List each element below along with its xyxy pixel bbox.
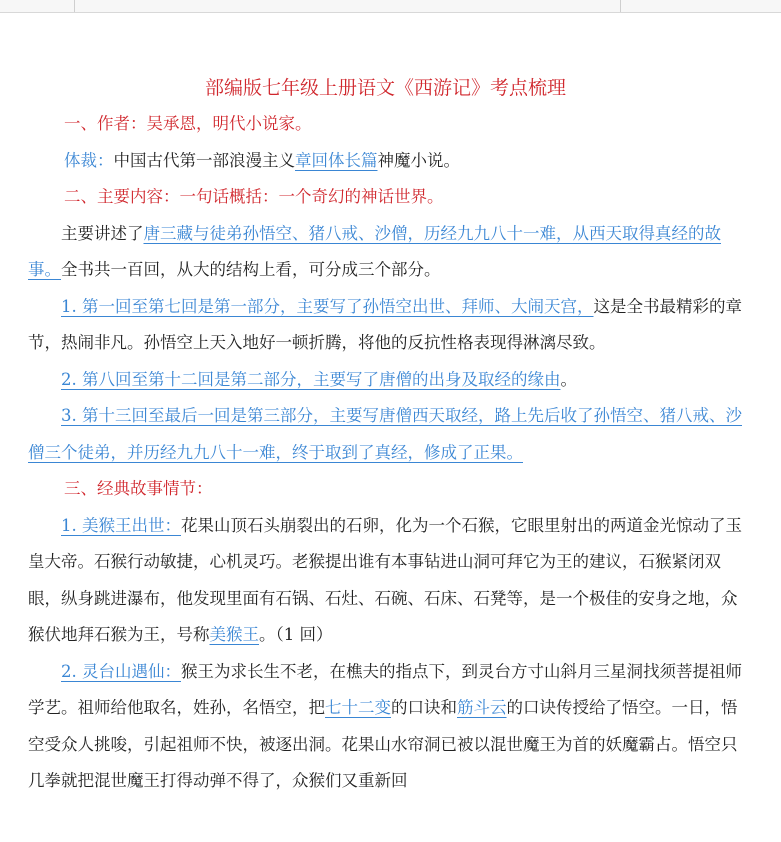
story1-title-link[interactable]: 1. 美猴王出世： <box>61 515 181 535</box>
ruler-tick <box>620 0 621 12</box>
ruler-tick <box>74 0 75 12</box>
story1-name-link[interactable]: 美猴王 <box>209 625 259 644</box>
story2-link-72[interactable]: 七十二变 <box>325 698 391 717</box>
part2-text: 。 <box>560 369 577 389</box>
part1-paragraph <box>28 289 743 362</box>
part2-link[interactable]: 2. 第八回至第十二回是第二部分，主要写了唐僧的出身及取经的缘由 <box>61 369 561 389</box>
genre-link[interactable]: 章回体长篇 <box>295 150 378 170</box>
part1-link[interactable]: 1. 第一回至第七回是第一部分，主要写了孙悟空出世、拜师、大闹天宫， <box>61 296 594 316</box>
summary-post: 全书共一百回，从大的结构上看，可分成三个部分。 <box>61 260 441 279</box>
genre-label: 体裁： <box>64 150 114 170</box>
part3-paragraph <box>28 398 743 471</box>
story1-paragraph <box>28 508 743 654</box>
part2-paragraph <box>28 362 743 399</box>
story2-text2: 的口诀和 <box>391 698 457 717</box>
heading-stories: 三、经典故事情节： <box>64 479 213 498</box>
summary-link[interactable]: 唐三藏与徒弟孙悟空、猪八戒、沙僧，历经九九八十一难，从西天取得真经的故事。 <box>28 223 721 279</box>
heading-content: 二、主要内容：一句话概括：一个奇幻的神话世界。 <box>64 187 444 206</box>
heading-author: 一、作者：吴承恩，明代小说家。 <box>64 114 312 133</box>
genre-post: 神魔小说。 <box>377 150 460 170</box>
story1-post: 。（1 回） <box>259 625 333 644</box>
part3-link[interactable]: 3. 第十三回至最后一回是第三部分，主要写唐僧西天取经，路上先后收了孙悟空、猪八戒、沙僧三个徒弟，并历经九九八十一难，终于取到了真经，修成了正果。 <box>28 406 742 462</box>
story2-text1: 猴王为求长生不老，在樵夫的指点下，到灵台方寸山斜月三星洞找须菩提祖师学艺。祖师给他取名，姓孙，名悟空，把 <box>28 661 742 717</box>
story1-text: 花果山顶石头崩裂出的石卵，化为一个石猴，它眼里射出的两道金光惊动了玉皇大帝。石猴行动敏捷，心机灵巧。老猴提出谁有本事钻进山洞可拜它为王的建议，石猴紧闭双眼，纵身跳进瀑布，他发现里面有石锅、石灶、石碗、石床、石凳等，是一个极佳的安身之地，众猴伏地拜石猴为王，号称 <box>28 515 742 644</box>
story2-text3: 的口诀传授给了悟空。一日，悟空受众人挑唆，引起祖师不快，被逐出洞。花果山水帘洞已被以混世魔王为首的妖魔霸占。悟空只几拳就把混世魔王打得动弹不得了，众猴们又重新回 <box>28 698 738 790</box>
story2-title-link[interactable]: 2. 灵台山遇仙： <box>61 661 181 681</box>
genre-pre: 中国古代第一部浪漫主义 <box>113 150 295 170</box>
genre-paragraph <box>28 143 743 180</box>
story2-paragraph <box>28 654 743 800</box>
summary-paragraph <box>28 216 743 289</box>
story2-link-cloud[interactable]: 筋斗云 <box>457 698 507 717</box>
window-top-bar <box>0 0 781 13</box>
part1-text: 这是全书最精彩的章节，热闹非凡。孙悟空上天入地好一顿折腾，将他的反抗性格表现得淋漓尽致。 <box>28 296 742 352</box>
document-title: 部编版七年级上册语文《西游记》考点梳理 <box>204 77 566 99</box>
summary-pre: 主要讲述了 <box>61 223 144 243</box>
document-page <box>28 70 743 800</box>
